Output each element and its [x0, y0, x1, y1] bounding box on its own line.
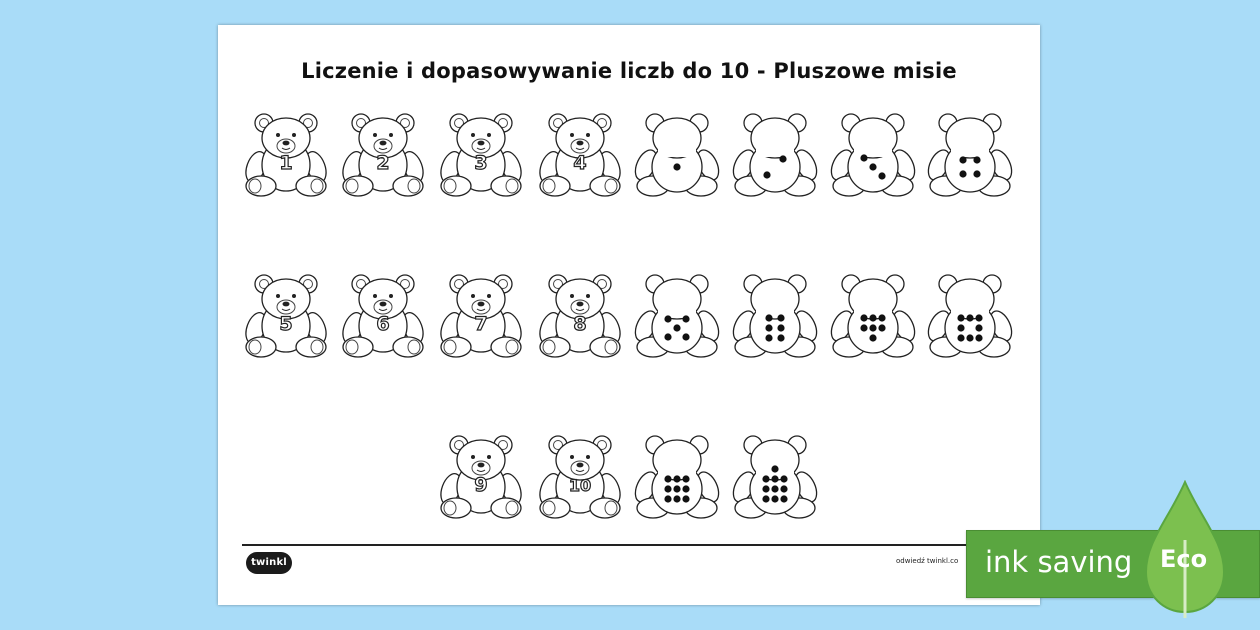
bear-dots-card: [631, 114, 723, 196]
bear-dots-card: [631, 275, 723, 357]
bear-number-card: [536, 275, 624, 357]
bear-grid: [218, 25, 1040, 545]
bear-dots-card: [631, 436, 723, 518]
bear-number-label: 6: [376, 313, 390, 335]
bear-dots-card: [924, 275, 1016, 357]
bear-number-label: 9: [474, 474, 488, 496]
bear-dots-card: [924, 114, 1016, 196]
bear-dots-card: [729, 436, 821, 518]
worksheet-title: Liczenie i dopasowywanie liczb do 10 - Pluszowe misie: [301, 59, 957, 83]
bear-number-label: 10: [568, 476, 592, 495]
bear-number-label: 8: [573, 313, 587, 335]
bear-number-card: [437, 436, 525, 518]
bear-number-card: [536, 114, 624, 196]
bear-number-card: [242, 275, 330, 357]
bear-number-card: [437, 275, 525, 357]
footer-url: odwiedź twinkl.co: [896, 557, 959, 565]
bear-number-card: [536, 436, 624, 518]
eco-label: Eco: [1160, 545, 1208, 573]
ink-saving-label: ink saving: [985, 545, 1133, 579]
bear-dots-card: [729, 114, 821, 196]
bear-dots-card: [827, 114, 919, 196]
bear-number-card: [339, 114, 427, 196]
bear-number-card: [339, 275, 427, 357]
bear-number-label: 4: [573, 152, 587, 174]
footer-divider: [242, 544, 1016, 546]
bear-dot-pattern: [673, 163, 680, 170]
bear-number-label: 5: [279, 313, 293, 335]
bear-dot-pattern: [664, 475, 689, 502]
bear-number-card: [242, 114, 330, 196]
bear-number-label: 2: [376, 152, 390, 174]
bear-number-label: 1: [279, 152, 293, 174]
bear-dots-card: [827, 275, 919, 357]
bear-number-label: 3: [474, 152, 488, 174]
bear-dots-card: [729, 275, 821, 357]
bear-number-card: [437, 114, 525, 196]
twinkl-logo: twinkl: [246, 552, 292, 574]
bear-number-label: 7: [474, 313, 488, 335]
worksheet-page: [218, 25, 1040, 605]
